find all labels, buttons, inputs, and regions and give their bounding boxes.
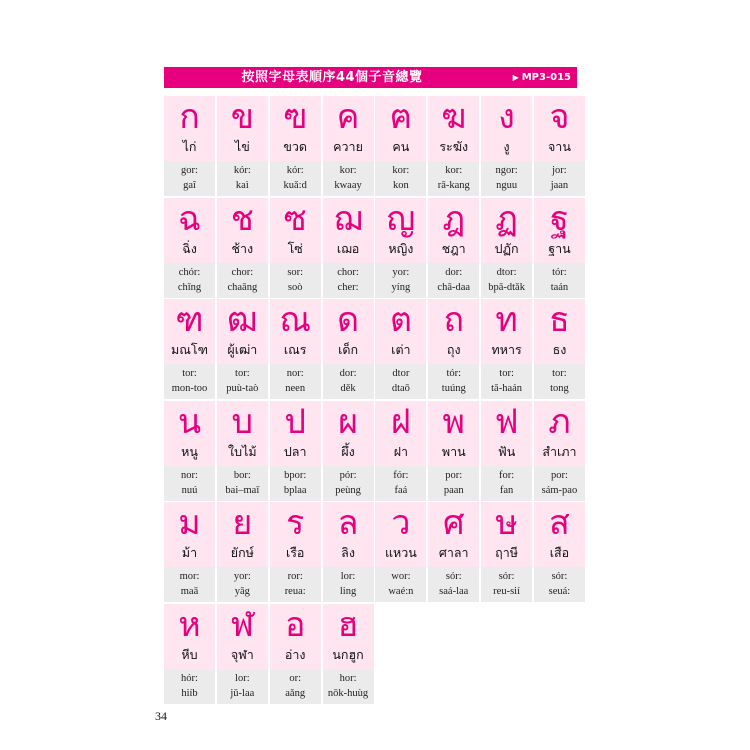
consonant-letter: ห (178, 605, 201, 645)
example-word: เด็ก (338, 342, 359, 358)
word-romanization: gaî (183, 180, 196, 191)
example-word: งู (503, 139, 510, 154)
word-romanization: seuá: (548, 586, 571, 598)
initial-romanization: kór: (286, 165, 304, 176)
example-word: ถุง (446, 342, 461, 358)
word-romanization: puù-taò (226, 383, 259, 395)
word-romanization: sám-pao (541, 484, 578, 496)
consonant-card (217, 401, 268, 501)
example-word: เต่า (391, 342, 411, 358)
word-romanization: jaan (550, 180, 569, 191)
initial-romanization: hor: (339, 673, 357, 684)
consonant-letter: บ (231, 401, 254, 442)
word-romanization: nōk-huùg (327, 688, 369, 699)
word-romanization: saá-laa (439, 586, 469, 598)
word-romanization: chaāng (227, 281, 258, 293)
consonant-card (323, 96, 374, 196)
consonant-card (481, 502, 532, 602)
example-word: คน (392, 139, 410, 154)
consonant-card (323, 502, 374, 602)
consonant-card (164, 299, 215, 399)
example-word: หีบ (181, 647, 198, 662)
consonant-card (428, 96, 479, 196)
consonant-card (164, 198, 215, 298)
word-romanization: bpā-dtǎk (488, 281, 525, 293)
initial-romanization: chor: (231, 266, 254, 278)
word-romanization: reu-sií (493, 586, 520, 598)
example-word: ผึ้ง (341, 443, 355, 459)
example-word: จาน (547, 139, 571, 154)
play-icon: ▶ (512, 73, 519, 82)
consonant-letter: ฑ (175, 300, 204, 341)
consonant-card (270, 299, 321, 399)
consonant-letter: ฎ (442, 198, 466, 239)
consonant-letter: ด (337, 300, 360, 341)
example-word: สำเภา (542, 443, 577, 459)
word-romanization: chǐng (177, 281, 202, 293)
audio-track-label[interactable] (513, 67, 571, 88)
consonant-card (164, 401, 215, 501)
consonant-letter: ข (230, 97, 254, 137)
word-romanization: taán (550, 281, 569, 293)
consonant-letter: ฃ (283, 97, 308, 137)
initial-romanization: gor: (181, 165, 198, 176)
initial-romanization: ror: (287, 571, 303, 583)
initial-romanization: bor: (233, 469, 251, 481)
example-word: แหวน (384, 545, 417, 561)
word-romanization: tuúng (441, 383, 466, 395)
consonant-letter: ร (286, 503, 305, 544)
example-word: เณร (283, 342, 307, 358)
consonant-card (270, 198, 321, 298)
initial-romanization: mor: (179, 571, 200, 583)
word-romanization: děk (340, 383, 356, 395)
example-word: ช้าง (231, 240, 254, 256)
consonant-card (217, 299, 268, 399)
consonant-letter: จ (549, 97, 570, 137)
consonant-card (375, 96, 426, 196)
initial-romanization: nor: (286, 368, 304, 380)
initial-romanization: yor: (392, 266, 410, 278)
example-word: ฝา (393, 443, 409, 459)
example-word: หนู (181, 443, 198, 459)
consonant-letter: ณ (279, 300, 311, 341)
consonant-letter: ฆ (441, 97, 467, 137)
word-romanization: kwaay (334, 180, 362, 191)
word-romanization: soò (287, 281, 303, 293)
initial-romanization: por: (445, 469, 463, 481)
initial-romanization: tór: (552, 266, 567, 278)
consonant-letter: ว (391, 503, 411, 544)
consonant-letter: ก (179, 97, 200, 137)
example-word: เรือ (285, 545, 305, 561)
word-romanization: bai–maī (225, 484, 260, 496)
word-romanization: chā-daa (437, 281, 471, 293)
consonant-card (481, 401, 532, 501)
consonant-letter: ผ (338, 401, 358, 442)
word-romanization: peùng (335, 484, 361, 496)
initial-romanization: kor: (339, 165, 357, 176)
consonant-letter: ม (178, 503, 201, 544)
word-romanization: ling (339, 586, 357, 598)
consonant-letter: ศ (442, 503, 465, 544)
initial-romanization: yor: (233, 571, 251, 583)
initial-romanization: tor: (499, 368, 514, 380)
initial-romanization: hór: (181, 673, 198, 684)
consonant-letter: ฌ (333, 198, 363, 239)
consonant-card (217, 502, 268, 602)
initial-romanization: ngor: (495, 165, 518, 176)
consonant-letter: พ (442, 401, 465, 442)
example-word: ขวด (283, 139, 308, 154)
consonant-letter: ฐ (550, 198, 569, 239)
example-word: ปฏัก (494, 240, 519, 256)
example-word: เสือ (549, 545, 570, 561)
page-title: 按照字母表順序44個子音總覽 (241, 70, 423, 85)
consonant-card (428, 502, 479, 602)
initial-romanization: kór: (233, 165, 251, 176)
initial-romanization: fór: (393, 469, 409, 481)
consonant-card (534, 299, 585, 399)
word-romanization: kaì (235, 180, 249, 191)
consonant-card (481, 96, 532, 196)
consonant-card (217, 604, 268, 704)
example-word: ชฎา (441, 240, 466, 256)
consonant-card (428, 198, 479, 298)
example-word: ผู้เฒ่า (227, 342, 258, 358)
consonant-letter: น (177, 401, 202, 442)
consonant-letter: ญ (386, 198, 416, 239)
initial-romanization: nor: (181, 469, 198, 481)
initial-romanization: kor: (445, 165, 463, 176)
example-word: ฉิ่ง (182, 240, 197, 256)
consonant-letter: ช (230, 198, 254, 239)
chart-header-bar (164, 67, 577, 88)
word-romanization: cher: (337, 281, 359, 293)
example-word: ฤาษี (495, 545, 518, 561)
consonant-card (534, 502, 585, 602)
consonant-card (164, 96, 215, 196)
initial-romanization: pór: (339, 469, 357, 481)
consonant-card (534, 198, 585, 298)
consonant-card (270, 502, 321, 602)
consonant-letter: ป (284, 401, 306, 442)
word-romanization: paan (443, 484, 464, 496)
word-romanization: rā-kang (437, 180, 470, 191)
example-word: ศาลา (438, 545, 469, 561)
consonant-card (270, 604, 321, 704)
consonant-letter: ย (232, 503, 253, 544)
word-romanization: aǎng (285, 688, 306, 699)
consonant-card (428, 299, 479, 399)
example-word: ยักษ์ (230, 545, 254, 561)
consonant-card (375, 502, 426, 602)
initial-romanization: lor: (340, 571, 356, 583)
word-romanization: fan (499, 484, 514, 496)
word-romanization: mon-too (171, 383, 208, 395)
initial-romanization: sór: (498, 571, 515, 583)
consonant-letter: ต (389, 300, 412, 341)
example-word: จุฬา (230, 647, 254, 662)
word-romanization: dtaō (391, 383, 410, 395)
consonant-letter: ค (336, 97, 360, 137)
consonant-letter: อ (284, 605, 306, 645)
consonant-letter: ธ (549, 300, 570, 341)
example-word: ทหาร (491, 342, 522, 358)
consonant-card (481, 198, 532, 298)
consonant-card (375, 198, 426, 298)
example-word: ฐาน (548, 240, 571, 256)
example-word: หญิง (388, 240, 414, 256)
initial-romanization: tor: (552, 368, 567, 380)
consonant-letter: ภ (548, 401, 571, 442)
consonant-card (270, 96, 321, 196)
consonant-card (428, 401, 479, 501)
consonant-card (217, 96, 268, 196)
page-number: 34 (155, 709, 167, 723)
example-word: ไก่ (182, 139, 197, 154)
word-romanization: faá (394, 484, 408, 496)
consonant-letter: ฟ (494, 401, 519, 442)
word-romanization: waé:n (388, 586, 414, 598)
initial-romanization: bpor: (284, 469, 307, 481)
example-word: นกฮูก (332, 647, 364, 662)
initial-romanization: tor: (182, 368, 197, 380)
initial-romanization: wor: (391, 571, 411, 583)
word-romanization: jǔ-laa (230, 688, 255, 699)
initial-romanization: lor: (235, 673, 250, 684)
example-word: ควาย (333, 139, 363, 154)
consonant-card (534, 401, 585, 501)
consonant-card (323, 299, 374, 399)
initial-romanization: por: (550, 469, 568, 481)
consonant-grid (164, 96, 578, 699)
consonant-letter: ฬ (230, 605, 254, 645)
initial-romanization: dtor: (496, 266, 517, 278)
word-romanization: nuú (181, 484, 198, 496)
word-romanization: yāg (234, 586, 250, 598)
initial-romanization: kor: (392, 165, 410, 176)
word-romanization: nguu (496, 180, 518, 191)
example-word: ม้า (181, 545, 198, 561)
initial-romanization: tór: (446, 368, 462, 380)
consonant-letter: ฝ (390, 401, 411, 442)
word-romanization: reua: (284, 586, 306, 598)
initial-romanization: dtor (392, 368, 410, 380)
consonant-card (534, 96, 585, 196)
example-word: เฌอ (336, 240, 360, 256)
initial-romanization: dor: (445, 266, 463, 278)
consonant-card (323, 401, 374, 501)
consonant-letter: ง (498, 97, 515, 137)
consonant-letter: ฒ (226, 300, 258, 341)
consonant-letter: ท (495, 300, 518, 341)
consonant-card (323, 604, 374, 704)
word-romanization: tā-haán (491, 383, 523, 395)
example-word: ธง (552, 342, 567, 358)
example-word: ฟัน (497, 443, 516, 459)
consonant-letter: ษ (495, 503, 518, 544)
example-word: ระฆัง (439, 139, 469, 154)
initial-romanization: sór: (445, 571, 462, 583)
consonant-card (270, 401, 321, 501)
consonant-letter: ส (549, 503, 570, 544)
initial-romanization: dor: (339, 368, 357, 380)
example-word: พาน (441, 443, 466, 459)
consonant-card (164, 502, 215, 602)
audio-track-text: MP3-015 (521, 72, 571, 83)
word-romanization: yíng (391, 281, 411, 293)
example-word: ปลา (283, 443, 307, 459)
initial-romanization: sór: (551, 571, 568, 583)
consonant-card (375, 401, 426, 501)
consonant-card (375, 299, 426, 399)
initial-romanization: jor: (552, 165, 567, 176)
word-romanization: kuǎ:d (283, 180, 307, 191)
example-word: ลิง (341, 545, 355, 561)
initial-romanization: chor: (337, 266, 359, 278)
word-romanization: hiíb (181, 688, 198, 699)
example-word: ใบไม้ (228, 443, 257, 459)
consonant-letter: ล (337, 503, 359, 544)
consonant-letter: ซ (283, 198, 307, 239)
consonant-letter: ฉ (177, 198, 202, 239)
initial-romanization: chór: (178, 266, 201, 278)
word-romanization: bplaa (283, 484, 307, 496)
word-romanization: kon (393, 180, 409, 191)
initial-romanization: tor: (235, 368, 250, 380)
word-romanization: tong (550, 383, 569, 395)
example-word: โซ่ (287, 240, 303, 256)
consonant-letter: ฮ (337, 605, 359, 645)
initial-romanization: sor: (287, 266, 304, 278)
consonant-card (164, 604, 215, 704)
consonant-letter: ฅ (389, 97, 413, 137)
example-word: อ่าง (284, 647, 306, 662)
initial-romanization: or: (289, 673, 302, 684)
word-romanization: maā (180, 586, 199, 598)
consonant-letter: ฏ (495, 198, 518, 239)
example-word: ไข่ (234, 139, 250, 154)
word-romanization: neen (285, 383, 306, 395)
example-word: มณโฑ (171, 342, 208, 358)
consonant-card (323, 198, 374, 298)
initial-romanization: for: (499, 469, 515, 481)
consonant-card (481, 299, 532, 399)
consonant-card (217, 198, 268, 298)
consonant-letter: ถ (443, 300, 465, 341)
